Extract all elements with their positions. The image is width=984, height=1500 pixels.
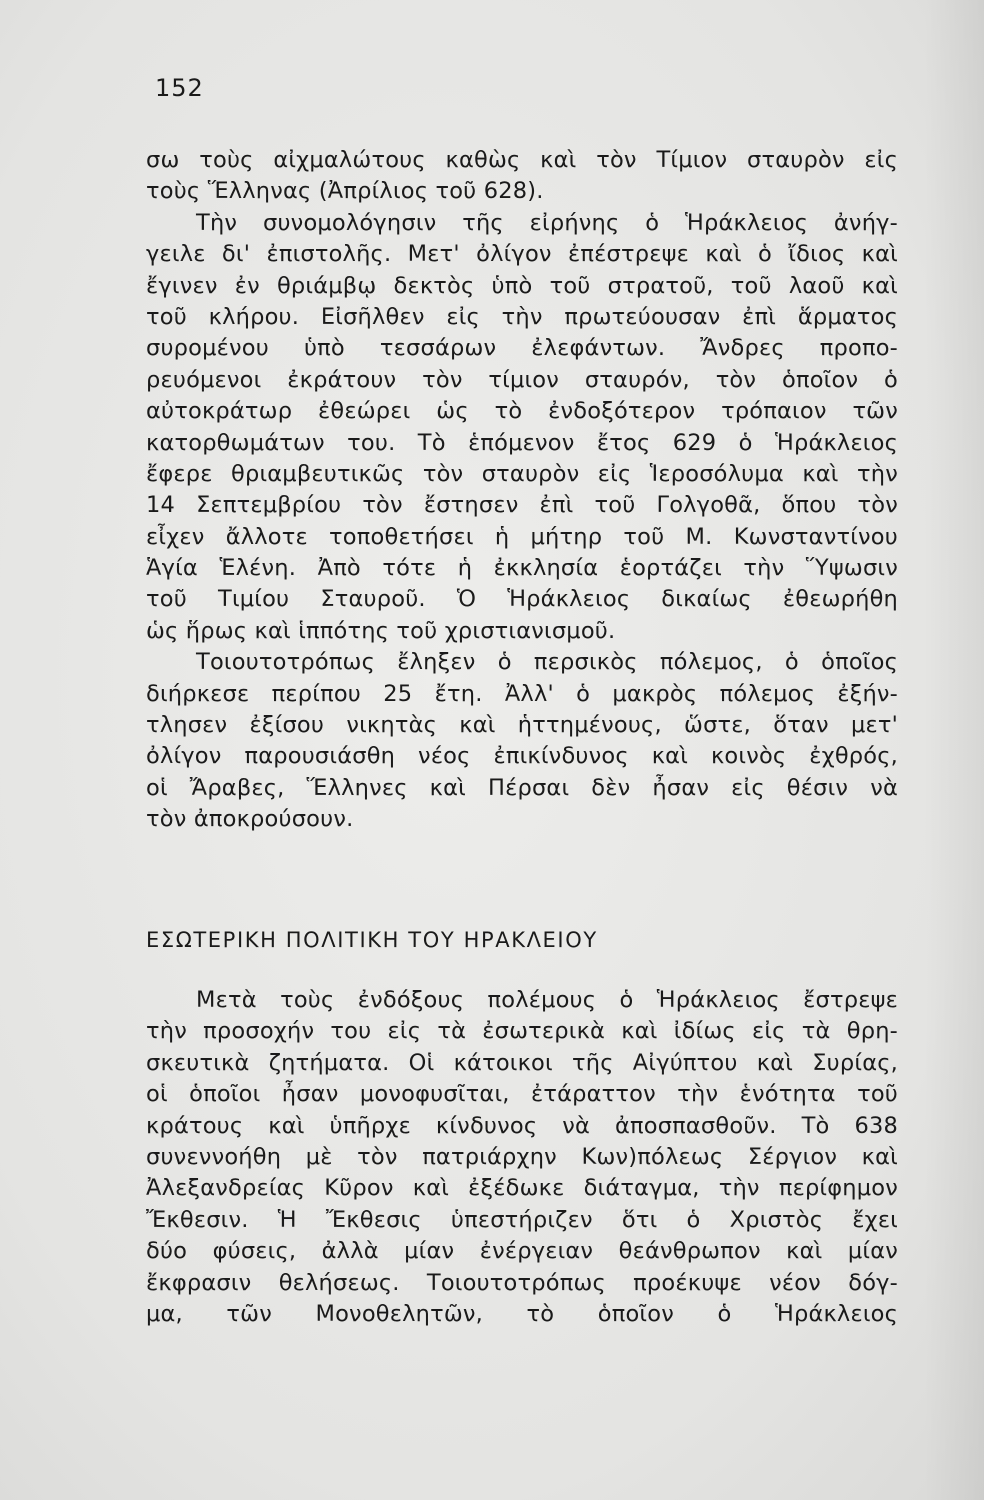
text-line: συνεννοήθη μὲ τὸν πατριάρχην Κων)πόλεως Σέργιον καὶ (146, 1143, 898, 1170)
text-line: μα, τῶν Μονοθελητῶν, τὸ ὁποῖον ὁ Ἡράκλειος (146, 1300, 898, 1327)
text-line: ἔφερε θριαμβευτικῶς τὸν σταυρὸν εἰς Ἱεροσόλυμα καὶ τὴν (146, 460, 898, 487)
text-line: Ἀλεξανδρείας Κῦρον καὶ ἐξέδωκε διάταγμα, τὴν περίφημον (146, 1175, 898, 1202)
body-text-top (146, 145, 898, 836)
text-line: Τοιουτοτρόπως ἔληξεν ὁ περσικὸς πόλεμος, ὁ ὁποῖος (196, 649, 898, 676)
text-line: ἔγινεν ἐν θριάμβῳ δεκτὸς ὑπὸ τοῦ στρατοῦ, τοῦ λαοῦ καὶ (146, 272, 898, 299)
text-line: ἔκφρασιν θελήσεως. Τοιουτοτρόπως προέκυψε νέον δόγ- (146, 1269, 898, 1296)
text-line: 14 Σεπτεμβρίου τὸν ἔστησεν ἐπὶ τοῦ Γολγοθᾶ, ὅπου τὸν (146, 492, 898, 519)
text-line: ρευόμενοι ἐκράτουν τὸν τίμιον σταυρόν, τὸν ὁποῖον ὁ (146, 366, 898, 393)
text-line: τοῦ Τιμίου Σταυροῦ. Ὁ Ἡράκλειος δικαίως ἐθεωρήθη (146, 586, 898, 613)
text-line: Τὴν συνομολόγησιν τῆς εἰρήνης ὁ Ἡράκλειος ἀνήγ- (196, 209, 898, 236)
text-line: Ἔκθεσιν. Ἡ Ἔκθεσις ὑπεστήριζεν ὅτι ὁ Χριστὸς ἔχει (146, 1206, 898, 1233)
text-line: τοῦ κλήρου. Εἰσῆλθεν εἰς τὴν πρωτεύουσαν ἐπὶ ἅρματος (146, 303, 898, 330)
text-line: Ἁγία Ἑλένη. Ἀπὸ τότε ἡ ἐκκλησία ἑορτάζει τὴν Ὕψωσιν (146, 555, 898, 582)
text-line: σω τοὺς αἰχμαλώτους καθὼς καὶ τὸν Τίμιον σταυρὸν εἰς (146, 147, 898, 173)
text-line: τὸν ἀποκρούσουν. (146, 806, 354, 833)
text-line: σκευτικὰ ζητήματα. Οἱ κάτοικοι τῆς Αἰγύπτου καὶ Συρίας, (146, 1049, 898, 1076)
text-line: οἱ ὁποῖοι ἦσαν μονοφυσῖται, ἐτάραττον τὴν ἑνότητα τοῦ (146, 1081, 898, 1108)
body-text-bottom (146, 985, 898, 1330)
text-line: τὴν προσοχήν του εἰς τὰ ἐσωτερικὰ καὶ ἰδίως εἰς τὰ θρη- (146, 1018, 898, 1045)
text-line: Μετὰ τοὺς ἐνδόξους πολέμους ὁ Ἡράκλειος ἔστρεψε (196, 987, 898, 1013)
section-heading: ΕΣΩΤΕΡΙΚΗ ΠΟΛΙΤΙΚΗ ΤΟΥ ΗΡΑΚΛΕΙΟΥ (146, 928, 598, 952)
text-line: διήρκεσε περίπου 25 ἔτη. Ἀλλ' ὁ μακρὸς πόλεμος ἐξήν- (146, 680, 898, 707)
text-line: γειλε δι' ἐπιστολῆς. Μετ' ὀλίγον ἐπέστρεψε καὶ ὁ ἴδιος καὶ (146, 241, 898, 268)
text-line: οἱ Ἄραβες, Ἕλληνες καὶ Πέρσαι δὲν ἦσαν εἰς θέσιν νὰ (146, 774, 898, 801)
text-line: συρομένου ὑπὸ τεσσάρων ἐλεφάντων. Ἄνδρες προπο- (146, 335, 898, 362)
text-line: δύο φύσεις, ἀλλὰ μίαν ἐνέργειαν θεάνθρωπον καὶ μίαν (146, 1238, 898, 1265)
page-edge-shadow (924, 0, 984, 1500)
text-line: τοὺς Ἕλληνας (Ἀπρίλιος τοῦ 628). (146, 178, 544, 205)
page-number: 152 (155, 74, 204, 102)
text-line: ὀλίγον παρουσιάσθη νέος ἐπικίνδυνος καὶ κοινὸς ἐχθρός, (146, 743, 898, 770)
text-line: κράτους καὶ ὑπῆρχε κίνδυνος νὰ ἀποσπασθοῦν. Τὸ 638 (146, 1112, 898, 1139)
text-line: αὐτοκράτωρ ἐθεώρει ὡς τὸ ἐνδοξότερον τρόπαιον τῶν (146, 398, 898, 425)
text-line: τλησεν ἐξίσου νικητὰς καὶ ἡττημένους, ὥστε, ὅταν μετ' (146, 712, 898, 739)
text-line: εἶχεν ἄλλοτε τοποθετήσει ἡ μήτηρ τοῦ Μ. Κωνσταντίνου (146, 523, 898, 550)
text-line: ὡς ἥρως καὶ ἱππότης τοῦ χριστιανισμοῦ. (146, 617, 616, 644)
text-line: κατορθωμάτων του. Τὸ ἑπόμενον ἔτος 629 ὁ Ἡράκλειος (146, 429, 898, 456)
